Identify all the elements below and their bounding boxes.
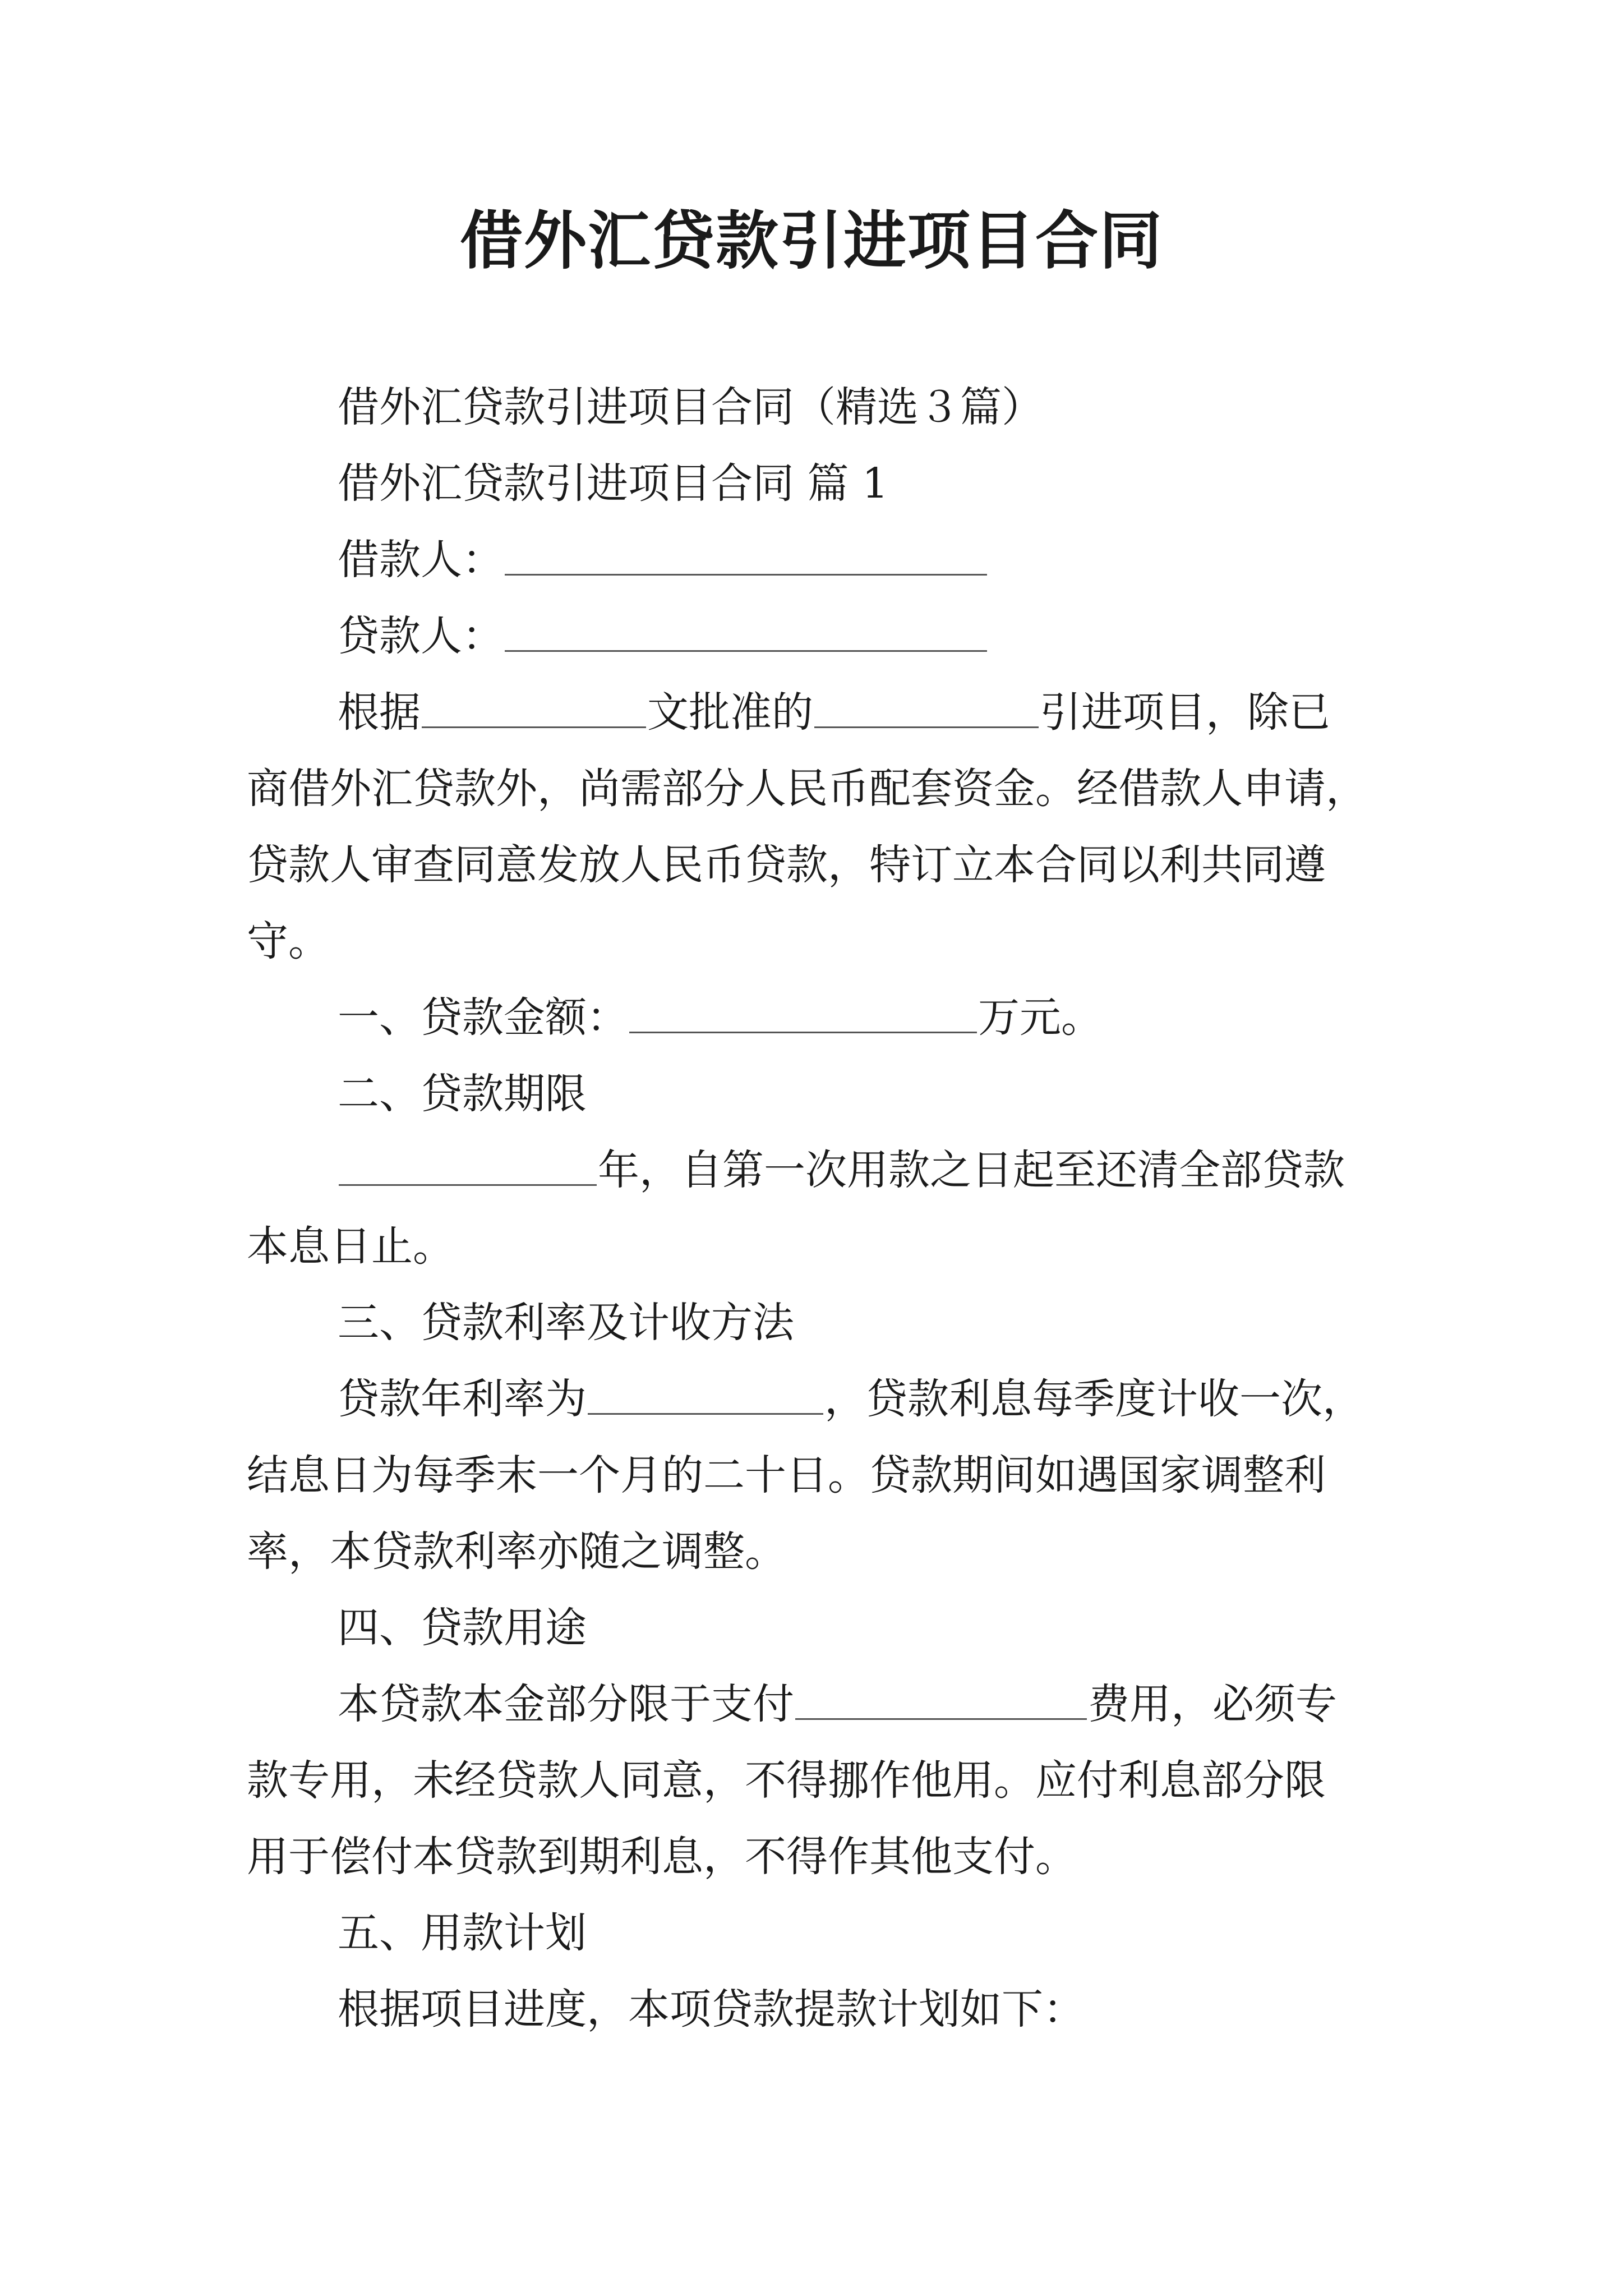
- clause-4-text-b: 费用，必须专: [1088, 1680, 1337, 1728]
- clause-3-text-b: ，贷款利息每季度计收一次，: [824, 1375, 1364, 1423]
- document-title: 借外汇贷款引进项目合同: [460, 204, 1163, 278]
- clause-2-line-2: 本息日止。: [247, 1222, 454, 1271]
- subtitle: 借外汇贷款引进项目合同（精选３篇）: [338, 383, 1043, 431]
- paragraph-1-line-4: 守。: [247, 917, 330, 965]
- paragraph-1-line-2: 商借外汇贷款外，尚需部分人民币配套资金。经借款人申请，: [247, 765, 1367, 813]
- loan-amount-blank[interactable]: [629, 996, 977, 1033]
- clause-3-text-a: 贷款年利率为: [338, 1375, 587, 1423]
- clause-2-line-1: [247, 1132, 1482, 1208]
- borrower-label: 借款人：: [338, 536, 504, 584]
- paragraph-1-line-3: 贷款人审查同意发放人民币贷款，特订立本合同以利共同遵: [247, 841, 1326, 889]
- clause-3-line-3: 率，本贷款利率亦随之调整。: [247, 1527, 786, 1576]
- clause-4-line-1: [247, 1666, 1482, 1742]
- clause-2-heading: 二、贷款期限: [338, 1070, 587, 1118]
- p1-text-c: 引进项目，除已: [1040, 688, 1330, 737]
- clause-4-line-2: 款专用，未经贷款人同意，不得挪作他用。应付利息部分限: [247, 1756, 1326, 1805]
- clause-4-text-a: 本贷款本金部分限于支付: [338, 1680, 794, 1728]
- interest-rate-blank[interactable]: [588, 1377, 823, 1415]
- clause-3-line-2: 结息日为每季末一个月的二十日。贷款期间如遇国家调整利: [247, 1451, 1326, 1499]
- clause-3-line-1: [247, 1361, 1482, 1437]
- lender-line: [247, 598, 1482, 674]
- clause-4-heading: 四、贷款用途: [338, 1604, 587, 1652]
- clause-5-text: 根据项目进度，本项贷款提款计划如下：: [338, 1985, 1085, 2033]
- clause-1-unit: 万元。: [978, 993, 1103, 1042]
- project-name-blank[interactable]: [814, 691, 1039, 728]
- section-heading: 借外汇贷款引进项目合同 篇 1: [338, 459, 889, 508]
- clause-1: [247, 979, 1482, 1056]
- clause-2-text: 年，自第一次用款之日起至还清全部贷款: [598, 1146, 1345, 1194]
- borrower-blank[interactable]: [505, 538, 987, 576]
- lender-label: 贷款人：: [338, 612, 504, 660]
- paragraph-1-line-1: [247, 674, 1482, 751]
- p1-text-b: 文批准的: [647, 688, 813, 737]
- lender-blank[interactable]: [505, 614, 987, 652]
- clause-3-heading: 三、贷款利率及计收方法: [338, 1299, 794, 1347]
- clause-4-line-3: 用于偿付本贷款到期利息，不得作其他支付。: [247, 1833, 1077, 1881]
- approval-document-blank[interactable]: [422, 691, 646, 728]
- clause-1-label: 一、贷款金额：: [338, 993, 628, 1042]
- fee-purpose-blank[interactable]: [795, 1682, 1087, 1720]
- p1-text-a: 根据: [338, 688, 421, 737]
- loan-term-blank[interactable]: [339, 1148, 597, 1186]
- clause-5-heading: 五、用款计划: [338, 1909, 587, 1957]
- borrower-line: [247, 522, 1482, 598]
